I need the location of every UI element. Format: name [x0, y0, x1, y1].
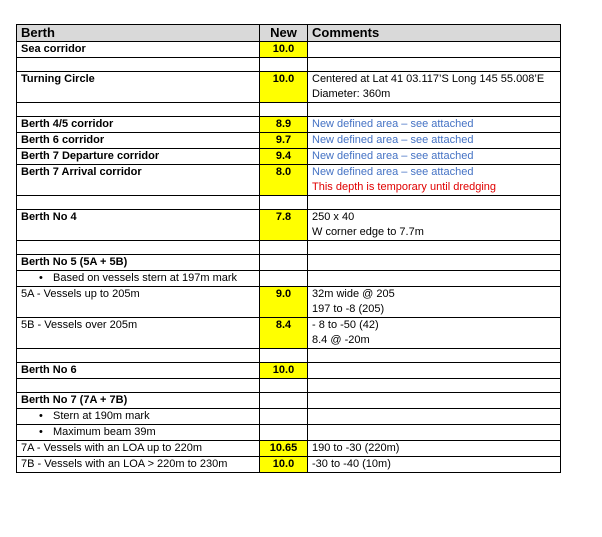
table-row	[17, 255, 561, 271]
comment-line: New defined area – see attached	[312, 118, 474, 130]
depth-cell: 8.4	[260, 318, 308, 349]
comments-cell	[308, 441, 561, 457]
table-row	[17, 133, 561, 149]
berth-cell: 5B - Vessels over 205m	[17, 318, 260, 349]
comment-line: 197 to -8 (205)	[312, 303, 385, 315]
berth-cell	[17, 241, 260, 255]
comments-cell	[308, 72, 561, 103]
comments-cell	[308, 117, 561, 133]
berth-cell	[17, 379, 260, 393]
depth-cell: 10.0	[260, 457, 308, 473]
comment-line: 32m wide @ 205	[312, 288, 395, 300]
depth-cell: 7.8	[260, 210, 308, 241]
header-row	[17, 25, 561, 42]
bullet-row	[17, 271, 561, 287]
bullet-text: • Maximum beam 39m	[35, 426, 156, 438]
depth-cell	[260, 271, 308, 287]
table-row	[17, 457, 561, 473]
berth-cell: Berth No 6	[17, 363, 260, 379]
depth-cell: 10.0	[260, 363, 308, 379]
berth-cell	[17, 196, 260, 210]
berth-cell	[17, 103, 260, 117]
depth-cell: 9.4	[260, 149, 308, 165]
depth-cell	[260, 255, 308, 271]
comments-cell	[308, 271, 561, 287]
table-row	[17, 42, 561, 58]
comments-cell	[308, 58, 561, 72]
comments-cell	[308, 255, 561, 271]
table-row	[17, 72, 561, 103]
table-row	[17, 441, 561, 457]
berth-cell: Berth 7 Departure corridor	[17, 149, 260, 165]
spacer-row	[17, 379, 561, 393]
table-row	[17, 287, 561, 318]
berth-cell: Turning Circle	[17, 72, 260, 103]
comments-cell	[308, 349, 561, 363]
berth-cell: Berth 6 corridor	[17, 133, 260, 149]
comments-cell	[308, 133, 561, 149]
depth-cell	[260, 379, 308, 393]
depth-cell	[260, 349, 308, 363]
comment-line: New defined area – see attached	[312, 150, 474, 162]
depth-cell: 10.0	[260, 72, 308, 103]
comments-cell	[308, 425, 561, 441]
comments-cell	[308, 287, 561, 318]
bullet-text: • Based on vessels stern at 197m mark	[35, 272, 237, 284]
comment-line: 250 x 40	[312, 211, 355, 223]
comments-cell	[308, 379, 561, 393]
comment-line: New defined area – see attached	[312, 166, 474, 178]
comments-cell	[308, 457, 561, 473]
depth-cell	[260, 103, 308, 117]
table-row	[17, 117, 561, 133]
berth-cell	[17, 409, 260, 425]
berth-cell: 7B - Vessels with an LOA > 220m to 230m	[17, 457, 260, 473]
header-berth: Berth	[17, 25, 260, 42]
depth-cell: 10.0	[260, 42, 308, 58]
depth-cell: 8.9	[260, 117, 308, 133]
berth-cell	[17, 349, 260, 363]
berth-cell	[17, 271, 260, 287]
berth-cell	[17, 425, 260, 441]
table-row	[17, 165, 561, 196]
comments-cell	[308, 165, 561, 196]
comments-cell	[308, 103, 561, 117]
berth-cell: Berth No 5 (5A + 5B)	[17, 255, 260, 271]
comments-cell	[308, 42, 561, 58]
table-row	[17, 363, 561, 379]
comment-line: W corner edge to 7.7m	[312, 226, 424, 238]
comments-cell	[308, 393, 561, 409]
spacer-row	[17, 241, 561, 255]
spacer-row	[17, 103, 561, 117]
comments-cell	[308, 409, 561, 425]
comments-cell	[308, 318, 561, 349]
berth-cell: Sea corridor	[17, 42, 260, 58]
table-row	[17, 318, 561, 349]
depth-cell: 9.0	[260, 287, 308, 318]
comment-line: New defined area – see attached	[312, 134, 474, 146]
depth-cell	[260, 241, 308, 255]
comment-line: - 8 to -50 (42)	[312, 319, 379, 331]
comment-line: This depth is temporary until dredging	[312, 181, 497, 193]
comment-line: 8.4 @ -20m	[312, 334, 370, 346]
spacer-row	[17, 58, 561, 72]
berth-depth-table	[16, 24, 561, 473]
table-row	[17, 149, 561, 165]
comment-line: 190 to -30 (220m)	[312, 442, 400, 454]
berth-cell: Berth No 4	[17, 210, 260, 241]
depth-cell	[260, 58, 308, 72]
berth-cell: Berth 7 Arrival corridor	[17, 165, 260, 196]
berth-cell: Berth No 7 (7A + 7B)	[17, 393, 260, 409]
comments-cell	[308, 149, 561, 165]
bullet-row	[17, 425, 561, 441]
comment-line: Centered at Lat 41 03.117’S Long 145 55.008’E	[312, 73, 545, 85]
table-row	[17, 210, 561, 241]
comments-cell	[308, 363, 561, 379]
depth-cell: 9.7	[260, 133, 308, 149]
depth-cell	[260, 425, 308, 441]
depth-cell	[260, 409, 308, 425]
depth-cell	[260, 393, 308, 409]
spacer-row	[17, 349, 561, 363]
berth-cell: Berth 4/5 corridor	[17, 117, 260, 133]
bullet-text: • Stern at 190m mark	[35, 410, 150, 422]
berth-cell: 5A - Vessels up to 205m	[17, 287, 260, 318]
table-row	[17, 393, 561, 409]
berth-cell: 7A - Vessels with an LOA up to 220m	[17, 441, 260, 457]
table-body	[17, 42, 561, 473]
bullet-row	[17, 409, 561, 425]
depth-cell: 10.65	[260, 441, 308, 457]
depth-cell	[260, 196, 308, 210]
depth-cell: 8.0	[260, 165, 308, 196]
berth-cell	[17, 58, 260, 72]
comments-cell	[308, 210, 561, 241]
header-new: New	[260, 25, 308, 42]
comments-cell	[308, 241, 561, 255]
comment-line: -30 to -40 (10m)	[312, 458, 391, 470]
comments-cell	[308, 196, 561, 210]
spacer-row	[17, 196, 561, 210]
header-comments: Comments	[308, 25, 561, 42]
comment-line: Diameter: 360m	[312, 88, 391, 100]
